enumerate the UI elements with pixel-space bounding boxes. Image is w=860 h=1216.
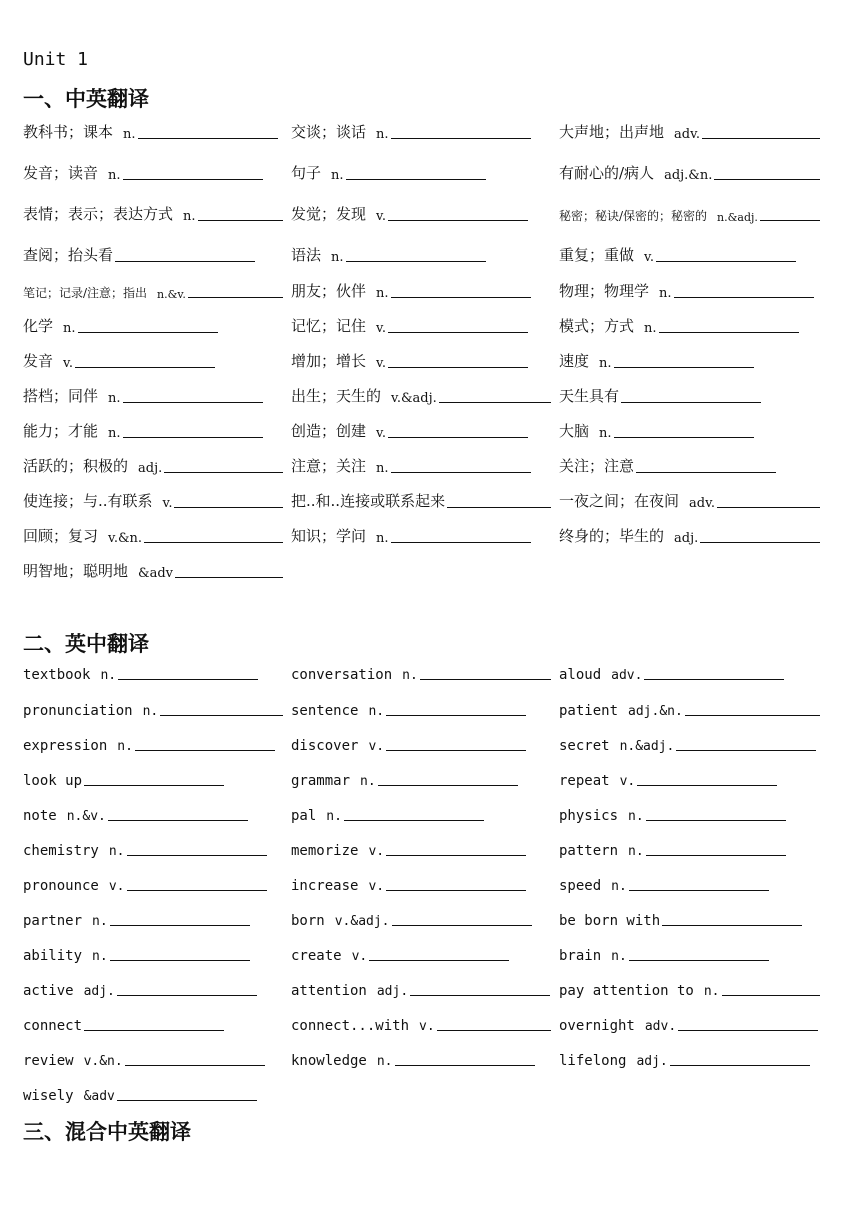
- vocab-item: [291, 163, 486, 183]
- vocab-item: [559, 456, 776, 476]
- vocab-term: 句子: [291, 164, 322, 182]
- vocab-item: [291, 245, 486, 265]
- vocab-term: 发音: [23, 352, 54, 370]
- answer-blank[interactable]: [123, 436, 263, 438]
- vocab-item: [291, 944, 509, 964]
- answer-blank[interactable]: [386, 889, 526, 891]
- answer-blank[interactable]: [127, 889, 267, 891]
- vocab-term: speed: [559, 878, 602, 894]
- vocab-term: 把..和..连接或联系起来: [291, 492, 446, 510]
- vocab-term: partner: [23, 913, 83, 929]
- vocab-term: look up: [23, 773, 83, 789]
- vocab-item: [23, 804, 248, 824]
- part-of-speech: v.: [376, 426, 386, 441]
- answer-blank[interactable]: [174, 506, 283, 508]
- vocab-item: [291, 769, 518, 789]
- part-of-speech: n.&v.: [66, 809, 106, 824]
- vocab-item: [23, 663, 258, 683]
- vocab-term: 明智地；聪明地: [23, 562, 129, 580]
- vocab-term: active: [23, 983, 74, 999]
- part-of-speech: n.: [703, 984, 720, 999]
- answer-blank[interactable]: [388, 219, 528, 221]
- answer-blank[interactable]: [75, 366, 215, 368]
- part-of-speech: v.&n.: [83, 1054, 123, 1069]
- part-of-speech: n.: [599, 426, 612, 441]
- vocab-term: 朋友；伙伴: [291, 282, 367, 300]
- answer-blank[interactable]: [674, 296, 814, 298]
- vocab-term: repeat: [559, 773, 610, 789]
- answer-blank[interactable]: [447, 506, 551, 508]
- part-of-speech: n.: [376, 1054, 393, 1069]
- part-of-speech: adv.: [674, 127, 701, 142]
- vocab-item: [23, 491, 283, 511]
- part-of-speech: n.: [644, 321, 657, 336]
- vocab-item: [291, 804, 484, 824]
- part-of-speech: adv.: [611, 668, 643, 683]
- section-1-heading: 一、中英翻译: [23, 87, 149, 111]
- vocab-item: [559, 979, 820, 999]
- part-of-speech: adj.: [636, 1054, 668, 1069]
- vocab-term: pay attention to: [559, 983, 694, 999]
- vocab-item: [291, 839, 526, 859]
- answer-blank[interactable]: [378, 784, 518, 786]
- part-of-speech: n.: [183, 209, 196, 224]
- part-of-speech: adj.&n.: [628, 704, 683, 719]
- vocab-term: 笔记；记录/注意；指出: [23, 286, 148, 300]
- vocab-term: 大声地；出声地: [559, 123, 665, 141]
- vocab-item: [23, 245, 255, 265]
- part-of-speech: v.: [376, 356, 386, 371]
- answer-blank[interactable]: [702, 137, 820, 139]
- part-of-speech: adj.: [138, 461, 163, 476]
- vocab-item: [291, 734, 526, 754]
- vocab-item: [23, 281, 283, 301]
- vocab-term: connect...with: [291, 1018, 410, 1034]
- vocab-term: 关注；注意: [559, 457, 635, 475]
- answer-blank[interactable]: [644, 678, 784, 680]
- vocab-item: [559, 281, 814, 301]
- vocab-term: 一夜之间；在夜间: [559, 492, 680, 510]
- vocab-item: [23, 204, 283, 224]
- vocab-item: [559, 839, 786, 859]
- answer-blank[interactable]: [420, 678, 551, 680]
- answer-blank[interactable]: [391, 471, 531, 473]
- answer-blank[interactable]: [344, 819, 484, 821]
- vocab-term: 语法: [291, 246, 322, 264]
- part-of-speech: v.: [108, 879, 125, 894]
- vocab-item: [23, 122, 278, 142]
- vocab-item: [559, 421, 754, 441]
- part-of-speech: n.: [611, 879, 627, 894]
- vocab-item: [23, 351, 215, 371]
- vocab-item: [23, 1084, 257, 1104]
- vocab-item: [291, 386, 551, 406]
- part-of-speech: n.: [326, 809, 342, 824]
- vocab-item: [291, 979, 550, 999]
- part-of-speech: n.: [123, 127, 136, 142]
- vocab-term: 活跃的；积极的: [23, 457, 129, 475]
- vocab-item: [291, 663, 551, 683]
- vocab-term: attention: [291, 983, 367, 999]
- vocab-term: textbook: [23, 667, 91, 683]
- part-of-speech: v.&n.: [108, 531, 143, 546]
- part-of-speech: adv.: [689, 496, 716, 511]
- vocab-term: 发音；读音: [23, 164, 99, 182]
- vocab-item: [559, 386, 761, 406]
- part-of-speech: adv.: [644, 1019, 677, 1034]
- vocab-item: [291, 281, 531, 301]
- vocab-term: brain: [559, 948, 602, 964]
- answer-blank[interactable]: [388, 331, 528, 333]
- vocab-term: increase: [291, 878, 359, 894]
- answer-blank[interactable]: [386, 714, 526, 716]
- part-of-speech: v.: [368, 739, 385, 754]
- part-of-speech: v.: [619, 774, 636, 789]
- part-of-speech: n.: [628, 809, 644, 824]
- vocab-item: [291, 874, 526, 894]
- vocab-item: [23, 421, 263, 441]
- part-of-speech: &adv: [83, 1089, 115, 1104]
- answer-blank[interactable]: [392, 924, 532, 926]
- answer-blank[interactable]: [115, 260, 255, 262]
- vocab-item: [291, 1049, 535, 1069]
- vocab-term: 知识；学问: [291, 527, 367, 545]
- vocab-term: 使连接；与..有联系: [23, 492, 153, 510]
- section-3-heading: 三、混合中英翻译: [23, 1120, 191, 1144]
- vocab-item: [291, 526, 531, 546]
- answer-blank[interactable]: [135, 749, 275, 751]
- vocab-term: overnight: [559, 1018, 635, 1034]
- answer-blank[interactable]: [369, 959, 509, 961]
- answer-blank[interactable]: [391, 541, 531, 543]
- vocab-term: 速度: [559, 352, 590, 370]
- vocab-term: memorize: [291, 843, 359, 859]
- part-of-speech: v.&adj.: [334, 914, 390, 929]
- vocab-item: [559, 699, 820, 719]
- answer-blank[interactable]: [117, 1099, 257, 1101]
- answer-blank[interactable]: [388, 366, 528, 368]
- vocab-item: [559, 663, 784, 683]
- part-of-speech: v.: [644, 250, 654, 265]
- vocab-term: connect: [23, 1018, 83, 1034]
- answer-blank[interactable]: [670, 1064, 810, 1066]
- answer-blank[interactable]: [646, 819, 786, 821]
- vocab-term: chemistry: [23, 843, 99, 859]
- vocab-item: [23, 561, 283, 581]
- vocab-term: 回顾；复习: [23, 527, 99, 545]
- answer-blank[interactable]: [629, 959, 769, 961]
- vocab-item: [559, 316, 799, 336]
- answer-blank[interactable]: [629, 889, 769, 891]
- answer-blank[interactable]: [662, 924, 802, 926]
- vocab-term: physics: [559, 808, 619, 824]
- answer-blank[interactable]: [346, 260, 486, 262]
- part-of-speech: v.: [376, 321, 386, 336]
- vocab-item: [559, 1014, 818, 1034]
- vocab-term: 交谈；谈话: [291, 123, 367, 141]
- answer-blank[interactable]: [410, 994, 550, 996]
- vocab-item: [291, 909, 532, 929]
- part-of-speech: v.: [419, 1019, 435, 1034]
- answer-blank[interactable]: [439, 401, 551, 403]
- vocab-term: create: [291, 948, 342, 964]
- vocab-item: [559, 734, 816, 754]
- part-of-speech: n.: [376, 286, 389, 301]
- vocab-term: 模式；方式: [559, 317, 635, 335]
- vocab-item: [559, 491, 820, 511]
- vocab-item: [559, 122, 820, 142]
- answer-blank[interactable]: [188, 296, 283, 298]
- vocab-term: pattern: [559, 843, 619, 859]
- vocab-item: [559, 874, 769, 894]
- vocab-term: 化学: [23, 317, 54, 335]
- vocab-item: [23, 699, 283, 719]
- answer-blank[interactable]: [621, 401, 761, 403]
- vocab-item: [23, 769, 224, 789]
- answer-blank[interactable]: [717, 506, 820, 508]
- vocab-term: 重复；重做: [559, 246, 635, 264]
- vocab-term: sentence: [291, 703, 359, 719]
- part-of-speech: n.: [108, 168, 121, 183]
- part-of-speech: n.: [63, 321, 76, 336]
- vocab-item: [559, 245, 796, 265]
- vocab-item: [23, 944, 250, 964]
- answer-blank[interactable]: [391, 137, 531, 139]
- vocab-term: 教科书；课本: [23, 123, 114, 141]
- part-of-speech: v.: [162, 496, 173, 511]
- answer-blank[interactable]: [144, 541, 283, 543]
- answer-blank[interactable]: [386, 854, 526, 856]
- answer-blank[interactable]: [714, 178, 820, 180]
- vocab-item: [291, 316, 528, 336]
- vocab-term: 物理；物理学: [559, 282, 650, 300]
- part-of-speech: n.: [108, 391, 121, 406]
- vocab-term: knowledge: [291, 1053, 367, 1069]
- vocab-term: expression: [23, 738, 108, 754]
- vocab-term: 创造；创建: [291, 422, 367, 440]
- answer-blank[interactable]: [395, 1064, 535, 1066]
- vocab-term: 秘密；秘诀/保密的；秘密的: [559, 209, 708, 223]
- answer-blank[interactable]: [123, 178, 263, 180]
- vocab-term: aloud: [559, 667, 602, 683]
- answer-blank[interactable]: [125, 1064, 265, 1066]
- vocab-term: wisely: [23, 1088, 74, 1104]
- part-of-speech: n.: [331, 168, 344, 183]
- vocab-term: 增加；增长: [291, 352, 367, 370]
- answer-blank[interactable]: [437, 1029, 551, 1031]
- part-of-speech: n.: [108, 844, 125, 859]
- answer-blank[interactable]: [164, 471, 283, 473]
- answer-blank[interactable]: [84, 1029, 224, 1031]
- part-of-speech: n.: [331, 250, 344, 265]
- vocab-item: [291, 699, 526, 719]
- part-of-speech: v.&adj.: [391, 391, 437, 406]
- vocab-term: 查阅；抬头看: [23, 246, 114, 264]
- vocab-term: 终身的；毕生的: [559, 527, 665, 545]
- answer-blank[interactable]: [123, 401, 263, 403]
- part-of-speech: n.: [92, 949, 108, 964]
- answer-blank[interactable]: [676, 749, 816, 751]
- answer-blank[interactable]: [614, 366, 754, 368]
- answer-blank[interactable]: [388, 436, 528, 438]
- vocab-term: born: [291, 913, 325, 929]
- vocab-term: ability: [23, 948, 83, 964]
- part-of-speech: v.: [376, 209, 386, 224]
- vocab-term: 发觉；发现: [291, 205, 367, 223]
- vocab-term: pronounce: [23, 878, 99, 894]
- answer-blank[interactable]: [760, 219, 820, 221]
- vocab-item: [559, 804, 786, 824]
- answer-blank[interactable]: [110, 959, 250, 961]
- vocab-item: [559, 769, 777, 789]
- answer-blank[interactable]: [198, 219, 283, 221]
- part-of-speech: n.&adj.: [619, 739, 675, 754]
- vocab-item: [291, 122, 531, 142]
- vocab-item: [559, 526, 820, 546]
- vocab-item: [23, 909, 250, 929]
- vocab-term: 记忆；记住: [291, 317, 367, 335]
- part-of-speech: n.: [659, 286, 672, 301]
- vocab-item: [559, 944, 769, 964]
- vocab-term: 天生具有: [559, 387, 620, 405]
- answer-blank[interactable]: [637, 784, 777, 786]
- part-of-speech: v.: [368, 879, 385, 894]
- part-of-speech: n.: [376, 461, 389, 476]
- part-of-speech: n.: [628, 844, 644, 859]
- answer-blank[interactable]: [175, 576, 283, 578]
- part-of-speech: v.: [368, 844, 385, 859]
- vocab-item: [23, 979, 257, 999]
- vocab-item: [291, 351, 528, 371]
- vocab-term: 有耐心的/病人: [559, 164, 655, 182]
- answer-blank[interactable]: [614, 436, 754, 438]
- vocab-term: pal: [291, 808, 317, 824]
- section-2-heading: 二、英中翻译: [23, 632, 149, 656]
- part-of-speech: n.&v.: [157, 288, 186, 301]
- part-of-speech: n.: [108, 426, 121, 441]
- part-of-speech: n.&adj.: [717, 211, 758, 224]
- part-of-speech: adj.: [376, 984, 409, 999]
- part-of-speech: adj.: [83, 984, 115, 999]
- answer-blank[interactable]: [118, 678, 258, 680]
- answer-blank[interactable]: [656, 260, 796, 262]
- part-of-speech: n.: [376, 127, 389, 142]
- vocab-term: lifelong: [559, 1053, 627, 1069]
- part-of-speech: adj.&n.: [664, 168, 713, 183]
- vocab-item: [559, 204, 820, 224]
- vocab-item: [559, 351, 754, 371]
- part-of-speech: n.: [142, 704, 159, 719]
- part-of-speech: v.: [351, 949, 368, 964]
- answer-blank[interactable]: [138, 137, 278, 139]
- vocab-term: grammar: [291, 773, 351, 789]
- part-of-speech: n.: [92, 914, 108, 929]
- vocab-item: [291, 1014, 551, 1034]
- vocab-item: [23, 386, 263, 406]
- vocab-item: [559, 909, 802, 929]
- vocab-term: secret: [559, 738, 610, 754]
- vocab-term: discover: [291, 738, 359, 754]
- vocab-item: [291, 421, 528, 441]
- part-of-speech: n.: [611, 949, 627, 964]
- vocab-item: [291, 204, 528, 224]
- answer-blank[interactable]: [636, 471, 776, 473]
- vocab-term: patient: [559, 703, 619, 719]
- vocab-item: [23, 1049, 265, 1069]
- answer-blank[interactable]: [110, 924, 250, 926]
- vocab-item: [291, 456, 531, 476]
- vocab-term: review: [23, 1053, 74, 1069]
- vocab-term: 出生；天生的: [291, 387, 382, 405]
- vocab-term: be born with: [559, 913, 661, 929]
- part-of-speech: adj.: [674, 531, 699, 546]
- part-of-speech: n.: [360, 774, 376, 789]
- answer-blank[interactable]: [84, 784, 224, 786]
- answer-blank[interactable]: [78, 331, 218, 333]
- vocab-item: [23, 839, 267, 859]
- vocab-item: [291, 491, 551, 511]
- vocab-term: 注意；关注: [291, 457, 367, 475]
- part-of-speech: n.: [402, 668, 418, 683]
- answer-blank[interactable]: [346, 178, 486, 180]
- vocab-term: 搭档；同伴: [23, 387, 99, 405]
- part-of-speech: &adv: [138, 566, 174, 581]
- vocab-term: note: [23, 808, 57, 824]
- answer-blank[interactable]: [127, 854, 267, 856]
- vocab-item: [23, 316, 218, 336]
- part-of-speech: n.: [117, 739, 133, 754]
- part-of-speech: n.: [599, 356, 612, 371]
- vocab-item: [23, 456, 283, 476]
- part-of-speech: n.: [100, 668, 117, 683]
- vocab-item: [23, 1014, 224, 1034]
- unit-title: Unit 1: [23, 49, 89, 70]
- vocab-item: [23, 163, 263, 183]
- part-of-speech: n.: [376, 531, 389, 546]
- vocab-term: 能力；才能: [23, 422, 99, 440]
- vocab-term: 大脑: [559, 422, 590, 440]
- answer-blank[interactable]: [722, 994, 820, 996]
- answer-blank[interactable]: [117, 994, 257, 996]
- vocab-term: conversation: [291, 667, 393, 683]
- vocab-item: [23, 874, 267, 894]
- answer-blank[interactable]: [685, 714, 820, 716]
- vocab-item: [23, 734, 275, 754]
- answer-blank[interactable]: [659, 331, 799, 333]
- answer-blank[interactable]: [700, 541, 820, 543]
- vocab-item: [23, 526, 283, 546]
- answer-blank[interactable]: [391, 296, 531, 298]
- answer-blank[interactable]: [386, 749, 526, 751]
- answer-blank[interactable]: [108, 819, 248, 821]
- vocab-term: pronunciation: [23, 703, 133, 719]
- vocab-item: [559, 1049, 810, 1069]
- vocab-item: [559, 163, 820, 183]
- part-of-speech: n.: [368, 704, 385, 719]
- part-of-speech: v.: [63, 356, 73, 371]
- answer-blank[interactable]: [678, 1029, 818, 1031]
- answer-blank[interactable]: [160, 714, 283, 716]
- answer-blank[interactable]: [646, 854, 786, 856]
- vocab-term: 表情；表示；表达方式: [23, 205, 174, 223]
